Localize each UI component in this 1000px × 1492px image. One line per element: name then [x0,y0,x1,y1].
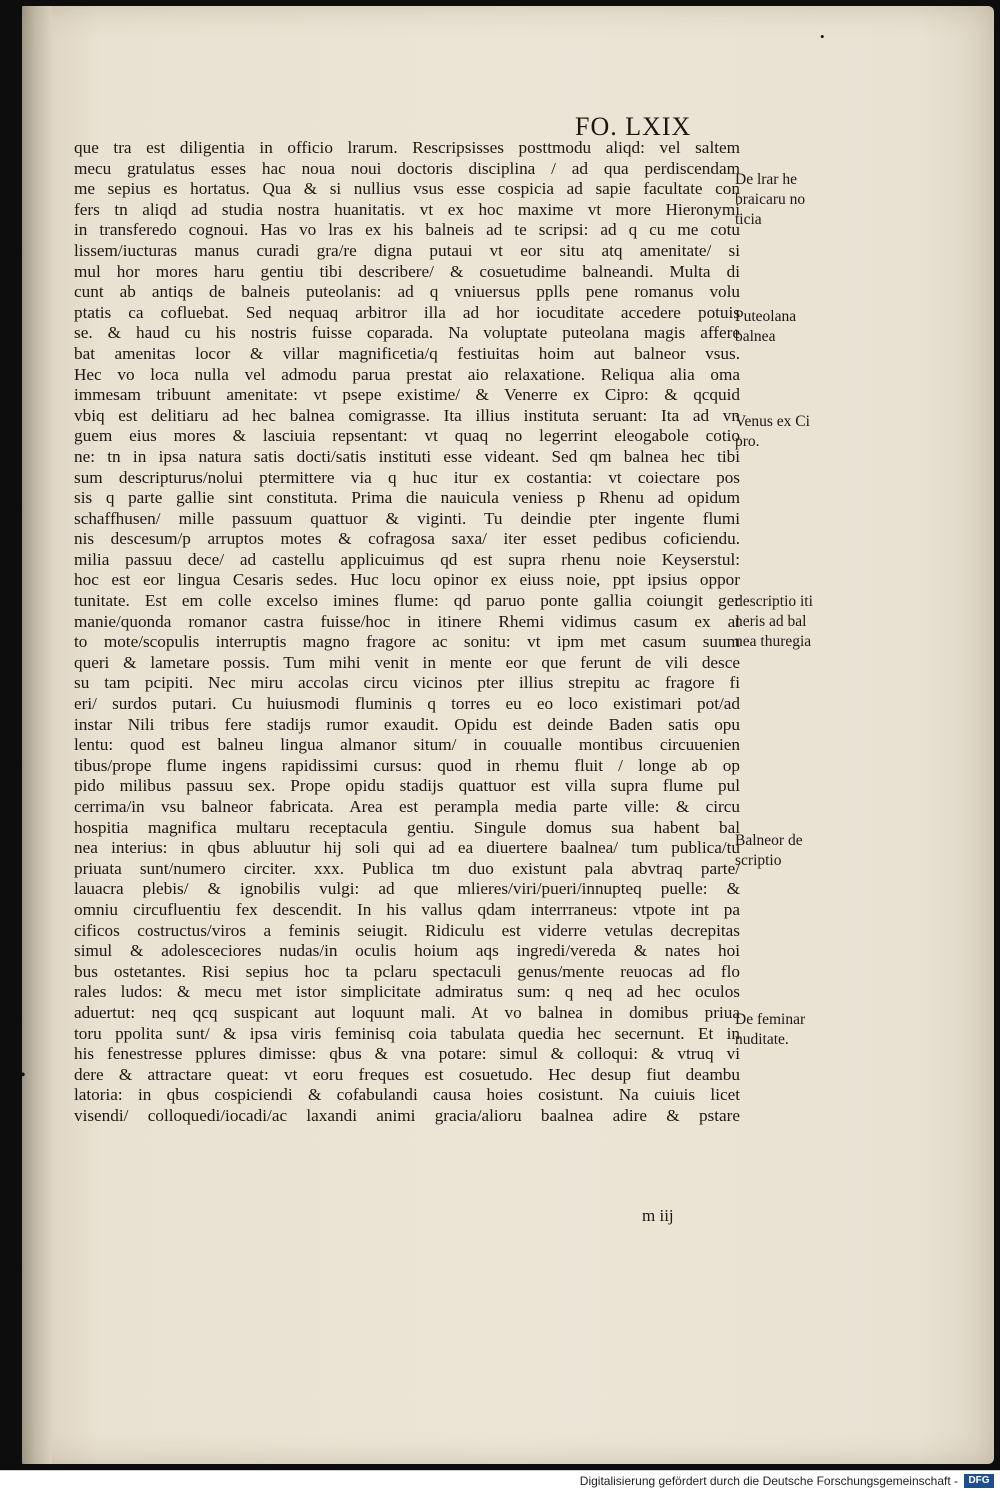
text-line: mecu gratulatus esses hac noua noui doctoris disciplina / ad qua perdiscendam [74,158,740,178]
text-line: lissem/iucturas manus curadi gra/re digna putaui vt eor situ atq amenitate/ si [74,240,740,260]
text-line: bus ostetantes. Risi sepius hoc ta pclaru spectaculi genus/mente reuocas ad flo [74,961,740,981]
marginal-note-line: descriptio iti [735,593,813,610]
marginal-note-line: balnea [735,328,776,345]
marginal-note-line: Venus ex Ci [735,413,810,430]
text-line: que tra est diligentia in officio lrarum. Rescripsisses posttmodu aliqd: vel saltem [74,138,740,157]
text-line: priuata sunt/numero circiter. xxx. Publica tm duo existunt pala abvtraq parte/ [74,858,740,878]
ink-dot-mark: • [20,1067,26,1084]
footer-credit: Digitalisierung gefördert durch die Deutsche Forschungsgemeinschaft - [579,1474,958,1488]
text-line: eri/ surdos putari. Cu huiusmodi fluminis q torres eu eo loco existimari pot/ad [74,694,740,714]
marginal-note-hebrew-letters [735,170,840,230]
text-line: mul hor mores haru gentiu tibi describere/ & cosuetudime balneandi. Multa di [74,261,740,281]
text-line: rales ludos: & mecu met istor simplicitate admiratus sum: q neq ad hec oculos [74,982,740,1002]
marginal-note-line: pro. [735,433,760,450]
text-line: me sepius es hortatus. Qua & si nullius vsus esse cospicia ad sapie facultate con [74,179,740,199]
marginal-note-line: neris ad bal [735,613,807,630]
text-line: immesam tribuunt amenitate: vt psepe existime/ & Venerre ex Cipro: & qcquid [74,385,740,405]
text-line: tunitate. Est em colle excelso imines flume: qd paruo ponte gallia coiungit ger [74,591,740,611]
text-line: schaffhusen/ mille passuum quattuor & viginti. Tu deindie pter ingente flumi [74,508,740,528]
text-line: in transferedo cognoui. Has vo lras ex his balneis ad te scripsi: ad q cu me cotu [74,220,740,240]
marginal-note-line: De lrar he [735,171,797,188]
marginal-note-line: nea thuregia [735,633,812,650]
text-line: latoria: in qbus cospiciendi & cofabulandi causa hoies cosistunt. Na cuiuis licet [74,1085,740,1105]
marginal-note-line: nuditate. [735,1031,789,1048]
marginal-note-baths-description [735,831,840,871]
main-text-block [74,138,740,1127]
text-line: omniu circufluentiu fex descendit. In his vallus qdam interrraneus: vtpote int pa [74,899,740,919]
text-line: aduertut: neq qcq suspicant aut loquunt mali. At vo balnea in domibus priua [74,1002,740,1022]
text-line: his fenestresse pplures dimisse: qbus & vna potare: simul & colloqui: & vtruq vi [74,1044,740,1064]
marginal-note-nudity-of-women [735,1010,840,1050]
marginal-note-puteolan-baths [735,307,840,347]
text-line: lentu: quod est balneu lingua almanor situm/ in couualle montibus circuuenien [74,735,740,755]
text-line: guem eius mores & lasciuia repsentant: vt quaq no legerrint eleogabole cotio [74,426,740,446]
text-line: cificos costructus/viros a feminis seiugit. Ridiculu est viderre vetulas decrepitas [74,920,740,940]
text-line: sis q parte gallie sint constituta. Prima die nauicula veniess p Rhenu ad opidum [74,488,740,508]
text-line: to mote/scopulis interruptis magno fragore ac sonitu: vt ipm met casum suum [74,632,740,652]
marginal-note-venus-cyprus [735,412,840,452]
text-line: hospitia magnifica multaru receptacula gentiu. Singule domus sua habent bal [74,817,740,837]
text-line: se. & haud cu his nostris fuisse coparada. Na voluptate puteolana magis affere [74,323,740,343]
text-line: sum descripturus/nolui ptermittere via q huc itur ex costantia: vt coiectare pos [74,467,740,487]
text-line: nea interius: in qbus abluutur hij soli qui ad ea diuertere baalnea/ tum publica/tu [74,838,740,858]
folio-number: FO. LXIX [575,112,692,141]
text-line: simul & adolesceciores nudas/in oculis hoium aqs ingredi/vereda & nates hoi [74,941,740,961]
footer-bar [0,1470,1000,1492]
page-gutter-shadow [22,6,52,1464]
text-line: pido milibus passuu sex. Prope opidu stadijs quattuor est villa supra flume pul [74,776,740,796]
text-line: fers tn aliqd ad studia nostra huanitatis. vt ex hoc maxime vt more Hieronymi [74,199,740,219]
text-line: hoc est eor lingua Cesaris sedes. Huc locu opinor ex eiuss noie, ppt ipsius oppor [74,570,740,590]
marginal-note-line: ticia [735,211,762,228]
marginal-note-line: scriptio [735,852,782,869]
text-line: milia passuu dece/ ad castellu applicuimus qd est supra rhenu noie Keyserstul: [74,549,740,569]
text-line: toru ppolita sunt/ & ipsa viris feminisq coia tabulata quedia hec secernunt. Et in [74,1023,740,1043]
text-line: dere & attractare queat: vt eoru freques est cosuetudo. Hec desup fiut deambu [74,1064,740,1084]
text-line: Hec vo loca nulla vel admodu parua prestat aio relaxatione. Reliqua alia oma [74,364,740,384]
text-line: ne: tn in ipsa natura satis docti/satis instituti esse videant. Sed qm balnea hec tibi [74,446,740,466]
marginal-note-line: Balneor de [735,832,803,849]
marginal-note-line: braicaru no [735,191,806,208]
marginal-note-route-description [735,592,840,652]
text-line: su tam pcipiti. Nec miru accolas circu vicinos pter illius strepitu ac fragore fi [74,673,740,693]
marginal-note-line: Puteolana [735,308,797,325]
text-line: vbiq est delitiaru ad hec balnea comigrasse. Ita illius instituta seruant: Ita ad vn [74,405,740,425]
text-line: instar Nili tribus fere stadijs rumor exaudit. Opidu est deinde Baden satis opu [74,714,740,734]
text-line: bat amenitas locor & villar magnificetia/q festiuitas hoim aut balneor vsus. [74,343,740,363]
text-line: ptatis ca cofluebat. Sed nequaq arbitror illa ad hor iocuditate accedere potuis [74,302,740,322]
text-line: cunt ab antiqs de balneis puteolanis: ad q vniuersus pplls pene romanus volu [74,282,740,302]
dfg-logo: DFG [964,1474,994,1488]
text-line: nis descesum/p arruptos motes & cofragosa saxa/ iter esset pedibus coficiendu. [74,529,740,549]
text-line: queri & lametare possis. Tum mihi venit in mente eor que ferunt de vili desce [74,652,740,672]
text-line: visendi/ colloquedi/iocadi/ac laxandi animi gracia/alioru baalnea adire & pstare [74,1105,740,1125]
text-line: manie/quonda romanor castra fuisse/hoc in itinere Rhemi vidimus casum ex al [74,611,740,631]
printer-signature-mark: m iij [642,1206,674,1225]
text-line: lauacra plebis/ & ignobilis vulgi: ad que mlieres/viri/pueri/innupteq puelle: & [74,879,740,899]
marginal-note-line: De feminar [735,1011,806,1028]
text-line: tibus/prope flume ingens rapidissimi cursus: quod in rhemu fluit / longe ab op [74,755,740,775]
ink-speck-mark: • [820,29,825,44]
text-line: cerrima/in vsu balneor fabricata. Area est perampla media parte ville: & circu [74,797,740,816]
